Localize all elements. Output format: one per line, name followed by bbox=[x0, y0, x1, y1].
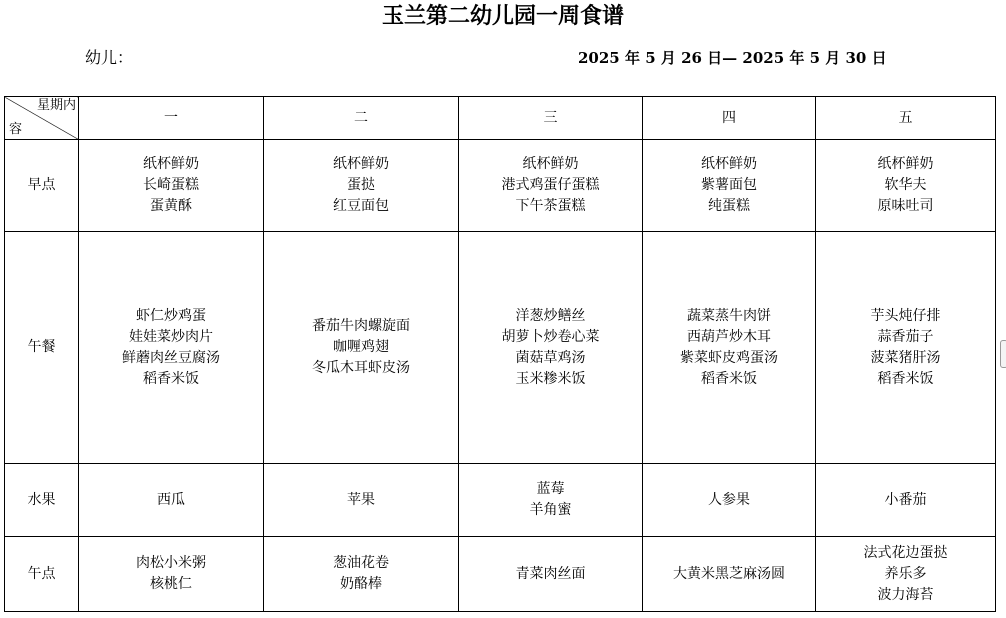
dish-item: 小番茄 bbox=[884, 491, 927, 508]
menu-cell bbox=[643, 537, 816, 612]
menu-cell bbox=[643, 464, 816, 537]
dish-item: 玉米糁米饭 bbox=[515, 370, 586, 387]
dish-item: 核桃仁 bbox=[150, 576, 192, 592]
menu-cell bbox=[79, 232, 264, 464]
dish-item: 紫菜虾皮鸡蛋汤 bbox=[680, 349, 778, 366]
dish-item: 紫薯面包 bbox=[701, 177, 757, 193]
header-row bbox=[5, 97, 996, 140]
dish-item: 西瓜 bbox=[157, 491, 185, 508]
meal-row-lunch bbox=[5, 232, 996, 464]
dish-item: 纸杯鲜奶 bbox=[333, 156, 389, 172]
dish-item: 稻香米饭 bbox=[701, 370, 757, 387]
dish-item: 苹果 bbox=[347, 491, 375, 508]
day-header-thu: 四 bbox=[643, 97, 816, 140]
dish-item: 下午茶蛋糕 bbox=[515, 198, 586, 214]
meal-label: 午点 bbox=[5, 537, 79, 612]
meal-label: 早点 bbox=[5, 140, 79, 232]
menu-cell bbox=[459, 232, 643, 464]
menu-cell bbox=[816, 140, 996, 232]
dish-item: 鲜蘑肉丝豆腐汤 bbox=[122, 349, 220, 366]
meal-row-afternoon-snack bbox=[5, 537, 996, 612]
menu-cell bbox=[816, 537, 996, 612]
dish-item: 菠菜猪肝汤 bbox=[870, 349, 941, 366]
dish-item: 蛋挞 bbox=[347, 177, 375, 193]
meal-row-breakfast bbox=[5, 140, 996, 232]
dish-item: 娃娃菜炒肉片 bbox=[129, 328, 213, 345]
dish-item: 虾仁炒鸡蛋 bbox=[136, 307, 206, 324]
day-header-fri: 五 bbox=[816, 97, 996, 140]
dish-item: 波力海苔 bbox=[877, 586, 934, 603]
menu-cell bbox=[816, 464, 996, 537]
dish-item: 芋头炖仔排 bbox=[870, 307, 941, 324]
menu-cell bbox=[643, 232, 816, 464]
menu-cell bbox=[264, 464, 459, 537]
dish-item: 纸杯鲜奶 bbox=[701, 156, 757, 172]
dish-item: 软华夫 bbox=[884, 177, 927, 193]
dish-item: 纸杯鲜奶 bbox=[877, 156, 934, 172]
menu-cell bbox=[264, 232, 459, 464]
dish-item: 法式花边蛋挞 bbox=[863, 544, 948, 561]
dish-item: 胡萝卜炒卷心菜 bbox=[501, 328, 600, 345]
dish-item: 青菜肉丝面 bbox=[515, 565, 586, 582]
menu-cell bbox=[643, 140, 816, 232]
meal-label: 水果 bbox=[5, 464, 79, 537]
dish-item: 原味吐司 bbox=[877, 198, 934, 214]
dish-item: 养乐多 bbox=[884, 565, 927, 582]
menu-cell bbox=[79, 464, 264, 537]
dish-item: 肉松小米粥 bbox=[136, 555, 206, 571]
dish-item: 蒜香茄子 bbox=[877, 328, 934, 345]
page-title: 玉兰第二幼儿园一周食谱 bbox=[381, 3, 624, 29]
corner-label-top: 星期内 bbox=[36, 98, 76, 113]
menu-cell bbox=[816, 232, 996, 464]
dish-item: 红豆面包 bbox=[333, 198, 389, 214]
menu-cell bbox=[264, 140, 459, 232]
dish-item: 葱油花卷 bbox=[333, 555, 389, 571]
dish-item: 羊角蜜 bbox=[529, 502, 572, 518]
dish-item: 奶酪棒 bbox=[340, 576, 382, 592]
date-range: 2025 年 5 月 26 日— 2025 年 5 月 30 日 bbox=[578, 49, 887, 67]
dish-item: 纸杯鲜奶 bbox=[143, 156, 199, 172]
dish-item: 纯蛋糕 bbox=[708, 198, 750, 214]
menu-cell bbox=[79, 537, 264, 612]
dish-item: 蓝莓 bbox=[536, 481, 565, 497]
side-scroll-handle[interactable] bbox=[1000, 340, 1006, 368]
dish-item: 番茄牛肉螺旋面 bbox=[312, 318, 410, 334]
menu-cell bbox=[459, 140, 643, 232]
menu-cell bbox=[459, 537, 643, 612]
meal-label: 午餐 bbox=[5, 232, 79, 464]
corner-header-cell bbox=[5, 97, 79, 140]
day-header-tue: 二 bbox=[264, 97, 459, 140]
dish-item: 蛋黄酥 bbox=[150, 198, 192, 214]
dish-item: 稻香米饭 bbox=[143, 370, 199, 387]
dish-item: 蔬菜蒸牛肉饼 bbox=[687, 307, 771, 324]
menu-cell bbox=[79, 140, 264, 232]
dish-item: 菌菇草鸡汤 bbox=[515, 349, 586, 366]
dish-item: 纸杯鲜奶 bbox=[522, 156, 579, 172]
dish-item: 西葫芦炒木耳 bbox=[687, 328, 771, 345]
day-header-wed: 三 bbox=[459, 97, 643, 140]
dish-item: 稻香米饭 bbox=[877, 370, 934, 387]
child-label: 幼儿： bbox=[85, 48, 134, 67]
meal-row-fruit bbox=[5, 464, 996, 537]
dish-item: 洋葱炒鳝丝 bbox=[515, 307, 586, 324]
dish-item: 人参果 bbox=[708, 491, 750, 508]
weekly-menu-table bbox=[4, 96, 996, 612]
dish-item: 咖喱鸡翅 bbox=[333, 339, 389, 355]
corner-label-bottom: 容 bbox=[9, 122, 23, 137]
dish-item: 港式鸡蛋仔蛋糕 bbox=[501, 177, 600, 193]
dish-item: 大黄米黑芝麻汤圆 bbox=[673, 565, 785, 582]
day-header-mon: 一 bbox=[79, 97, 264, 140]
dish-item: 长崎蛋糕 bbox=[143, 177, 199, 193]
menu-cell bbox=[459, 464, 643, 537]
dish-item: 冬瓜木耳虾皮汤 bbox=[312, 360, 410, 376]
menu-cell bbox=[264, 537, 459, 612]
